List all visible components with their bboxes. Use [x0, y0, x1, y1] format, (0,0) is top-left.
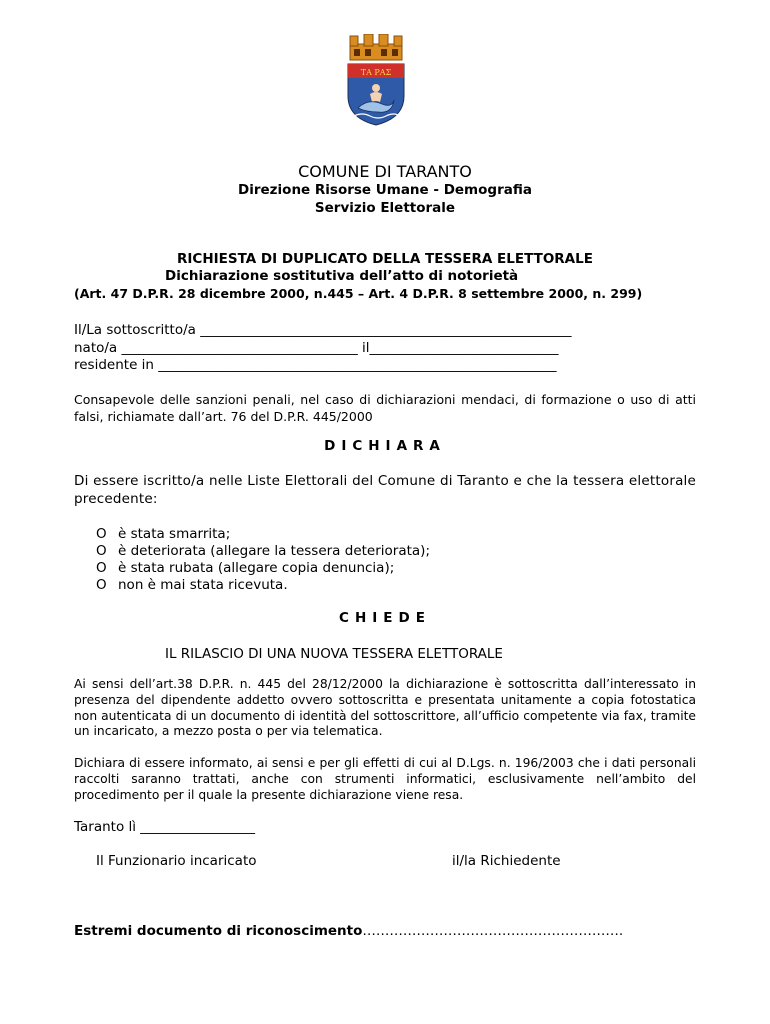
- service-name: Servizio Elettorale: [314, 200, 456, 216]
- awareness-statement: Consapevole delle sanzioni penali, nel caso di dichiarazioni mendaci, di formazione o uso di atti falsi, richiamate dall’art. 76 del D.P.R. 445/2000: [74, 392, 696, 424]
- requests-heading: CHIEDE: [339, 610, 431, 626]
- signer-name-field[interactable]: Il/La sottoscritto/a _______________________________________________________: [74, 322, 572, 338]
- radio-circle-icon[interactable]: O: [96, 560, 107, 576]
- request-subtitle: Dichiarazione sostitutiva dell’atto di notorietà: [165, 268, 519, 284]
- legal-paragraph-privacy: Dichiara di essere informato, ai sensi e per gli effetti di cui al D.Lgs. n. 196/2003 che i dati personali raccolti saranno trattati, anche con strumenti informatici, esclusivamente nell’ambito del procedimento per il quale la presente dichiarazione viene resa.: [74, 756, 696, 802]
- id-document-dots: ………………………………………………….: [362, 923, 624, 939]
- department-name: Direzione Risorse Umane - Demografia: [238, 182, 532, 198]
- coat-of-arms-crest: [344, 34, 408, 126]
- crest-lettering: ΤΑ ΡΑΣ: [360, 68, 392, 77]
- declares-text: Di essere iscritto/a nelle Liste Elettorali del Comune di Taranto e che la tessera elettorale precedente:: [74, 473, 696, 507]
- option-damaged[interactable]: [96, 543, 430, 560]
- requests-text: IL RILASCIO DI UNA NUOVA TESSERA ELETTORALE: [165, 646, 503, 662]
- legal-paragraph-signature: Ai sensi dell’art.38 D.P.R. n. 445 del 28/12/2000 la dichiarazione è sottoscritta dall’interessato in presenza del dipendente addetto ovvero sottoscritta e presentata unitamente a copia fotostatica non autenticata di un documento di identità del sottoscrittore, all’ufficio competente via fax, tramite un incaricato, a mezzo posta o per via telematica.: [74, 677, 696, 739]
- option-label: è stata rubata (allegare copia denuncia);: [118, 560, 395, 576]
- radio-circle-icon[interactable]: O: [96, 577, 107, 593]
- id-document-label: Estremi documento di riconoscimento: [74, 923, 363, 939]
- birth-place-date-field[interactable]: nato/a ___________________________________ il____________________________: [74, 340, 559, 356]
- option-label: è stata smarrita;: [118, 526, 231, 542]
- declares-heading: DICHIARA: [324, 438, 446, 454]
- legal-reference: (Art. 47 D.P.R. 28 dicembre 2000, n.445 – Art. 4 D.P.R. 8 settembre 2000, n. 299): [74, 286, 643, 301]
- crest-icon: [344, 34, 408, 126]
- option-label: non è mai stata ricevuta.: [118, 577, 288, 593]
- official-signature-label: Il Funzionario incaricato: [96, 853, 257, 869]
- id-document-field[interactable]: [74, 923, 623, 939]
- municipality-title: COMUNE DI TARANTO: [298, 162, 472, 181]
- request-title: RICHIESTA DI DUPLICATO DELLA TESSERA ELETTORALE: [177, 251, 593, 267]
- option-label: è deteriorata (allegare la tessera deteriorata);: [118, 543, 430, 559]
- radio-circle-icon[interactable]: O: [96, 543, 107, 559]
- option-stolen[interactable]: [96, 560, 394, 577]
- option-lost[interactable]: [96, 526, 230, 543]
- applicant-signature-label: il/la Richiedente: [452, 853, 561, 869]
- option-never-received[interactable]: [96, 577, 288, 594]
- residence-field[interactable]: residente in ___________________________________________________________: [74, 357, 557, 373]
- place-date-field[interactable]: Taranto lì _________________: [74, 819, 256, 835]
- radio-circle-icon[interactable]: O: [96, 526, 107, 542]
